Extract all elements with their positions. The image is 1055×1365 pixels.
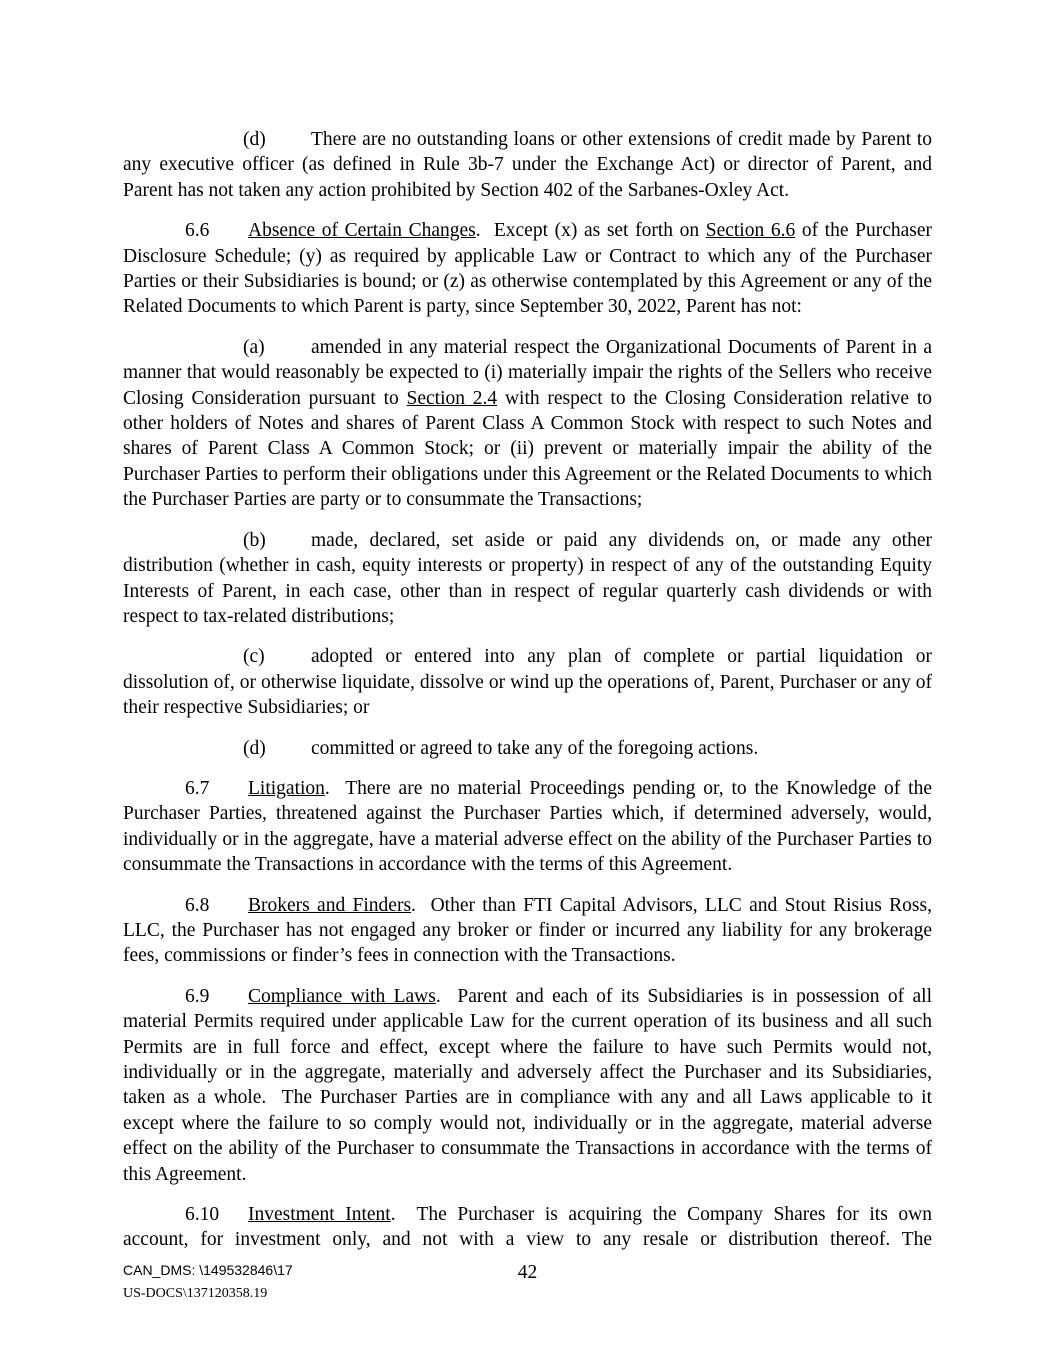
section-heading: Absence of Certain Changes: [248, 220, 476, 242]
subparagraph-text: There are no outstanding loans or other extensions of credit made by Parent to any executive officer (as defined in Rule 3b-7 under the Exchange Act) or director of Parent, and Parent has not taken any action prohibited by Section 402 of the Sarbanes-Oxley Act.: [123, 129, 932, 201]
subparagraph-b: [123, 528, 932, 630]
page-number: 42: [517, 1262, 538, 1283]
subparagraph-a: [123, 335, 932, 513]
section-cross-reference: Section 2.4: [406, 387, 498, 409]
section-text: of the Purchaser Disclosure Schedule; (y) as required by applicable Law or Contract to which any of the Purchaser Parties or their Subsidiaries is bound; or (z) as otherwise contemplated by this Agreement or any of the Related Documents to which Parent is party, since September 30, 2022, Parent has not:: [123, 220, 932, 318]
section-number: 6.10: [185, 1204, 220, 1226]
section-6-9: [123, 984, 932, 1187]
section-text: . Parent and each of its Subsidiaries is in possession of all material Permits required under applicable Law for the current operation of its business and all such Permits are in full force and effect, except where the failure to have such Permits would not, individually or in the aggregate, materially and adversely affect the Purchaser and its Subsidiaries, taken as a whole. The Purchaser Parties are in compliance with any and all Laws applicable to it except where the failure to so comply would not, individually or in the aggregate, material adverse effect on the ability of the Purchaser to consummate the Transactions in accordance with the terms of this Agreement.: [123, 985, 932, 1185]
section-heading: Investment Intent: [248, 1204, 391, 1226]
subparagraph-label: (b): [243, 529, 266, 551]
subparagraph-d-committed: [123, 736, 932, 761]
section-heading: Compliance with Laws: [248, 985, 436, 1007]
subparagraph-text: with respect to the Closing Consideration relative to other holders of Notes and shares of Parent Class A Common Stock with respect to such Notes and shares of Parent Class A Common Stock; or (ii) prevent or materially impair the ability of the Purchaser Parties to perform their obligations under this Agreement or the Related Documents to which the Purchaser Parties are party or to consummate the Transactions;: [123, 387, 933, 511]
section-text: . There are no material Proceedings pending or, to the Knowledge of the Purchaser Parties, threatened against the Purchaser Parties which, if determined adversely, would, individually or in the aggregate, have a material adverse effect on the ability of the Purchaser Parties to consummate the Transactions in accordance with the terms of this Agreement.: [123, 777, 932, 876]
section-6-8: [123, 893, 932, 969]
section-text: . Except (x) as set forth on: [475, 220, 706, 242]
section-number: 6.8: [185, 894, 210, 916]
subparagraph-text: made, declared, set aside or paid any dividends on, or made any other distribution (whether in cash, equity interests or property) in respect of any of the outstanding Equity Interests of Parent, in each case, other than in respect of regular quarterly cash dividends or with respect to tax-related distributions;: [123, 529, 932, 627]
subparagraph-label: (d): [243, 129, 266, 150]
subparagraph-d-loans: [123, 127, 932, 203]
section-6-6: [123, 218, 932, 320]
subparagraph-text: committed or agreed to take any of the foregoing actions.: [311, 737, 759, 759]
section-number: 6.7: [185, 777, 210, 799]
section-6-10: [123, 1202, 932, 1253]
section-text: . Other than FTI Capital Advisors, LLC and Stout Risius Ross, LLC, the Purchaser has not engaged any broker or finder or incurred any liability for any brokerage fees, commissions or finder’s fees in connection with the Transactions.: [123, 894, 932, 967]
section-cross-reference: Section 6.6: [705, 220, 796, 242]
section-text: . The Purchaser is acquiring the Company Shares for its own account, for investment only, and not with a view to any resale or distribution thereof. The: [123, 1204, 932, 1251]
subparagraph-label: (d): [243, 737, 266, 759]
section-number: 6.9: [185, 985, 210, 1007]
section-number: 6.6: [185, 220, 210, 242]
document-body: [123, 127, 932, 1268]
subparagraph-label: (a): [243, 336, 265, 358]
subparagraph-text: amended in any material respect the Organizational Documents of Parent in a manner that would reasonably be expected to (i) materially impair the rights of the Sellers who receive Closing Consideration pursuant to: [123, 336, 932, 409]
subparagraph-label: (c): [243, 646, 265, 668]
section-heading: Brokers and Finders: [248, 894, 412, 916]
section-heading: Litigation: [248, 777, 325, 799]
doc-id-us-docs: US-DOCS\137120358.19: [123, 1286, 268, 1301]
subparagraph-c: [123, 644, 932, 720]
doc-id-can-dms: CAN_DMS: \149532846\17: [123, 1262, 293, 1278]
section-6-7: [123, 776, 932, 878]
subparagraph-text: adopted or entered into any plan of complete or partial liquidation or dissolution of, or otherwise liquidate, dissolve or wind up the operations of, Parent, Purchaser or any of their respective Subsidiaries; or: [123, 646, 932, 719]
